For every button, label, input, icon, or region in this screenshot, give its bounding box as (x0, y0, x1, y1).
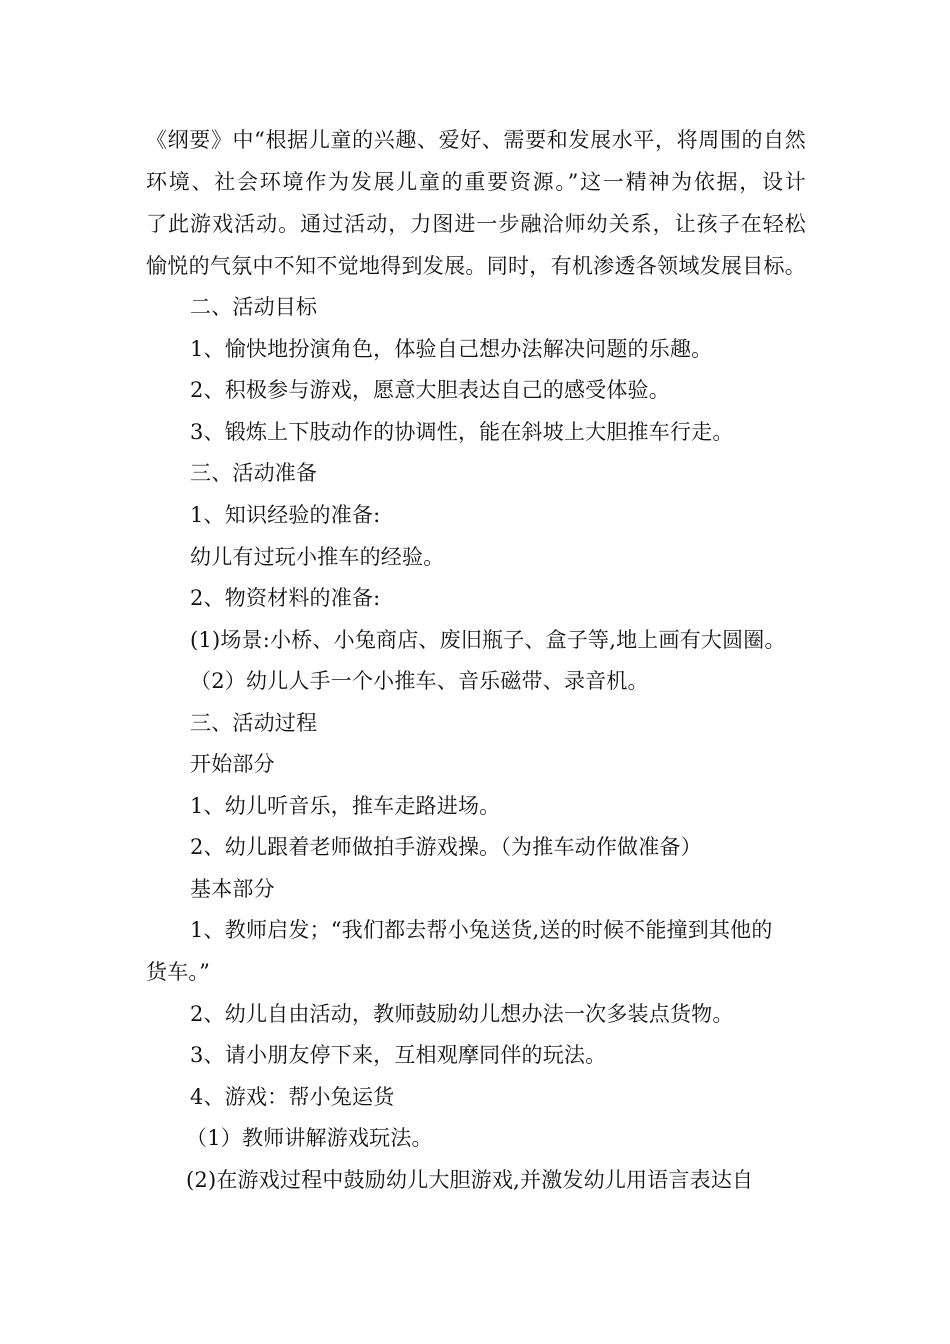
game-step: （1）教师讲解游戏玩法。 (186, 1126, 433, 1150)
basic-item: 4、游戏：帮小兔运货 (190, 1085, 395, 1109)
goal-item: 3、锻炼上下肢动作的协调性，能在斜坡上大胆推车行走。 (190, 420, 734, 444)
intro-line-1: 《纲要》中“根据儿童的兴趣、爱好、需要和发展水平，将周围的自然 (146, 128, 806, 152)
prep-material-item: (1)场景:小桥、小兔商店、废旧瓶子、盒子等,地上画有大圆圈。 (190, 628, 786, 652)
start-part-title: 开始部分 (190, 752, 275, 776)
prep-knowledge-title: 1、知识经验的准备: (190, 503, 381, 527)
section-heading-process: 三、活动过程 (190, 711, 318, 735)
section-heading-prep: 三、活动准备 (190, 461, 318, 485)
goal-item: 1、愉快地扮演角色，体验自己想办法解决问题的乐趣。 (190, 337, 713, 361)
prep-knowledge-text: 幼儿有过玩小推车的经验。 (190, 545, 445, 569)
goal-item: 2、积极参与游戏，愿意大胆表达自己的感受体验。 (190, 378, 670, 402)
game-step: (2)在游戏过程中鼓励幼儿大胆游戏,并激发幼儿用语言表达自 (186, 1168, 754, 1192)
section-heading-goals: 二、活动目标 (190, 295, 318, 319)
start-item: 1、幼儿听音乐，推车走路进场。 (190, 794, 501, 818)
intro-line-3: 了此游戏活动。通过活动，力图进一步融洽师幼关系，让孩子在轻松 (146, 212, 806, 236)
start-item: 2、幼儿跟着老师做拍手游戏操。（为推车动作做准备） (190, 835, 702, 859)
basic-item-1-line-2: 货车。” (146, 960, 211, 984)
basic-item-1-line-1: 1、教师启发；“我们都去帮小兔送货,送的时候不能撞到其他的 (190, 918, 773, 942)
intro-line-4: 愉悦的气氛中不知不觉地得到发展。同时，有机渗透各领域发展目标。 (146, 254, 806, 278)
intro-line-2: 环境、社会环境作为发展儿童的重要资源。”这一精神为依据，设计 (146, 170, 806, 194)
basic-item: 2、幼儿自由活动，教师鼓励幼儿想办法一次多装点货物。 (190, 1002, 734, 1026)
basic-part-title: 基本部分 (190, 877, 275, 901)
prep-materials-title: 2、物资材料的准备: (190, 586, 381, 610)
prep-material-item: （2）幼儿人手一个小推车、音乐磁带、录音机。 (190, 669, 649, 693)
basic-item: 3、请小朋友停下来，互相观摩同伴的玩法。 (190, 1043, 607, 1067)
